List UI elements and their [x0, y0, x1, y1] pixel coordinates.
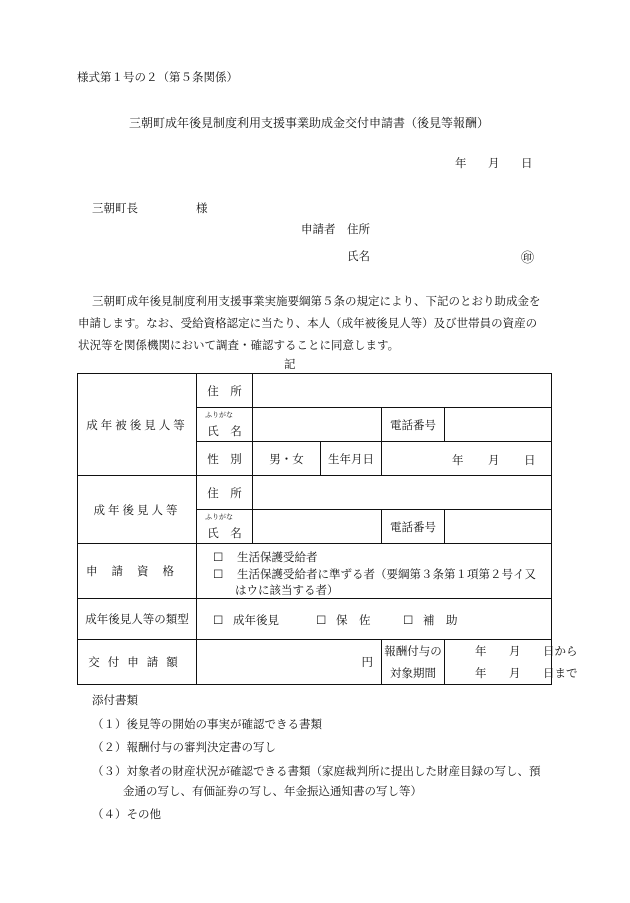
ward-name-label-cell [197, 408, 253, 442]
ward-gender-value[interactable]: 男・女 [253, 442, 321, 476]
guardian-address-field[interactable] [253, 476, 552, 510]
document-title: 三朝町成年後見制度利用支援事業助成金交付申請書（後見等報酬） [129, 116, 490, 130]
period-field[interactable] [445, 640, 578, 685]
ward-dob-label: 生年月日 [321, 442, 382, 476]
period-to-year: 年 [475, 666, 487, 680]
attachment-item-3-cont: 金通の写し、有価証券の写し、年金振込通知書の写し等） [123, 784, 422, 798]
attachment-item-1: （１）後見等の開始の事実が確認できる書類 [92, 717, 322, 731]
attachment-item-3: （３）対象者の財産状況が確認できる書類（家庭裁判所に提出した財産目録の写し、預 [92, 764, 541, 778]
applicant-name-label: 氏名 [347, 249, 370, 263]
guardian-label: 成年後見人等 [78, 476, 197, 544]
ward-name-field[interactable] [253, 408, 382, 442]
period-from-day: 日から [543, 644, 578, 658]
ward-dob-field[interactable] [382, 442, 552, 476]
qual-option-2: 生活保護受給者に準ずる者（要綱第３条第１項第２号イ又 [236, 567, 536, 581]
addressee: 三朝町長 [92, 201, 138, 215]
type-option-2: 保 佐 [335, 613, 371, 627]
type-option-1: 成年後見 [232, 613, 279, 627]
type-option-3: 補 助 [422, 613, 458, 627]
body-line-1: 三朝町成年後見制度利用支援事業実施要綱第５条の規定により、下記のとおり助成金を [92, 294, 541, 308]
ward-phone-field[interactable] [445, 408, 552, 442]
checkbox-icon[interactable]: ☐ [403, 613, 414, 627]
guardian-name-label: 氏 名 [207, 525, 242, 540]
ward-address-label: 住 所 [197, 374, 253, 408]
qual-option-1: 生活保護受給者 [236, 550, 318, 564]
attachment-item-4: （４）その他 [92, 807, 161, 821]
dob-month-label: 月 [488, 453, 500, 467]
checkbox-icon[interactable]: ☐ [213, 550, 224, 564]
yen-label: 円 [361, 655, 373, 669]
guardian-name-field[interactable] [253, 510, 382, 544]
ward-furigana-label: ふりがな [205, 411, 233, 419]
period-to-day: 日まで [543, 666, 578, 680]
ki-label: 記 [284, 357, 296, 371]
application-table [77, 373, 578, 685]
ward-label: 成年被後見人等 [78, 374, 197, 476]
ward-phone-label: 電話番号 [382, 408, 445, 442]
period-from-month: 月 [509, 644, 521, 658]
attachment-item-2: （２）報酬付与の審判決定書の写し [92, 740, 276, 754]
guardian-phone-label: 電話番号 [382, 510, 445, 544]
checkbox-icon[interactable]: ☐ [213, 613, 224, 627]
body-line-2: 申請します。なお、受給資格認定に当たり、本人（成年被後見人等）及び世帯員の資産の [78, 316, 538, 330]
dob-year-label: 年 [452, 453, 464, 467]
guardian-name-label-cell [197, 510, 253, 544]
applicant-label: 申請者 [301, 222, 336, 236]
amount-field[interactable] [197, 640, 382, 685]
period-label-cell [382, 640, 445, 685]
date-month-label: 月 [488, 156, 500, 170]
date-day-label: 日 [521, 156, 533, 170]
period-to-month: 月 [509, 666, 521, 680]
form-number: 様式第１号の２（第５条関係） [77, 70, 238, 84]
checkbox-icon[interactable]: ☐ [213, 567, 224, 581]
checkbox-icon[interactable]: ☐ [316, 613, 327, 627]
body-line-3: 状況等を関係機関において調査・確認することに同意します。 [78, 338, 400, 352]
seal-mark: ㊞ [521, 251, 535, 266]
date-year-label: 年 [455, 156, 467, 170]
guardian-address-label: 住 所 [197, 476, 253, 510]
qual-option-2-cont: はウに該当する者） [235, 583, 339, 597]
applicant-address-label: 住所 [347, 222, 370, 236]
qualification-label: 申請資格 [78, 544, 197, 599]
honorific: 様 [196, 201, 208, 215]
type-label: 成年後見人等の類型 [78, 599, 197, 640]
period-label-2: 対象期間 [390, 666, 436, 680]
qualification-cell [197, 544, 552, 599]
guardian-furigana-label: ふりがな [205, 513, 233, 521]
amount-label: 交付申請額 [78, 640, 197, 685]
period-label-1: 報酬付与の [384, 644, 442, 658]
ward-address-field[interactable] [253, 374, 552, 408]
ward-gender-label: 性 別 [197, 442, 253, 476]
ward-name-label: 氏 名 [207, 423, 242, 438]
dob-day-label: 日 [524, 453, 536, 467]
type-cell [197, 599, 552, 640]
attachments-heading: 添付書類 [92, 693, 138, 707]
period-from-year: 年 [475, 644, 487, 658]
guardian-phone-field[interactable] [445, 510, 552, 544]
